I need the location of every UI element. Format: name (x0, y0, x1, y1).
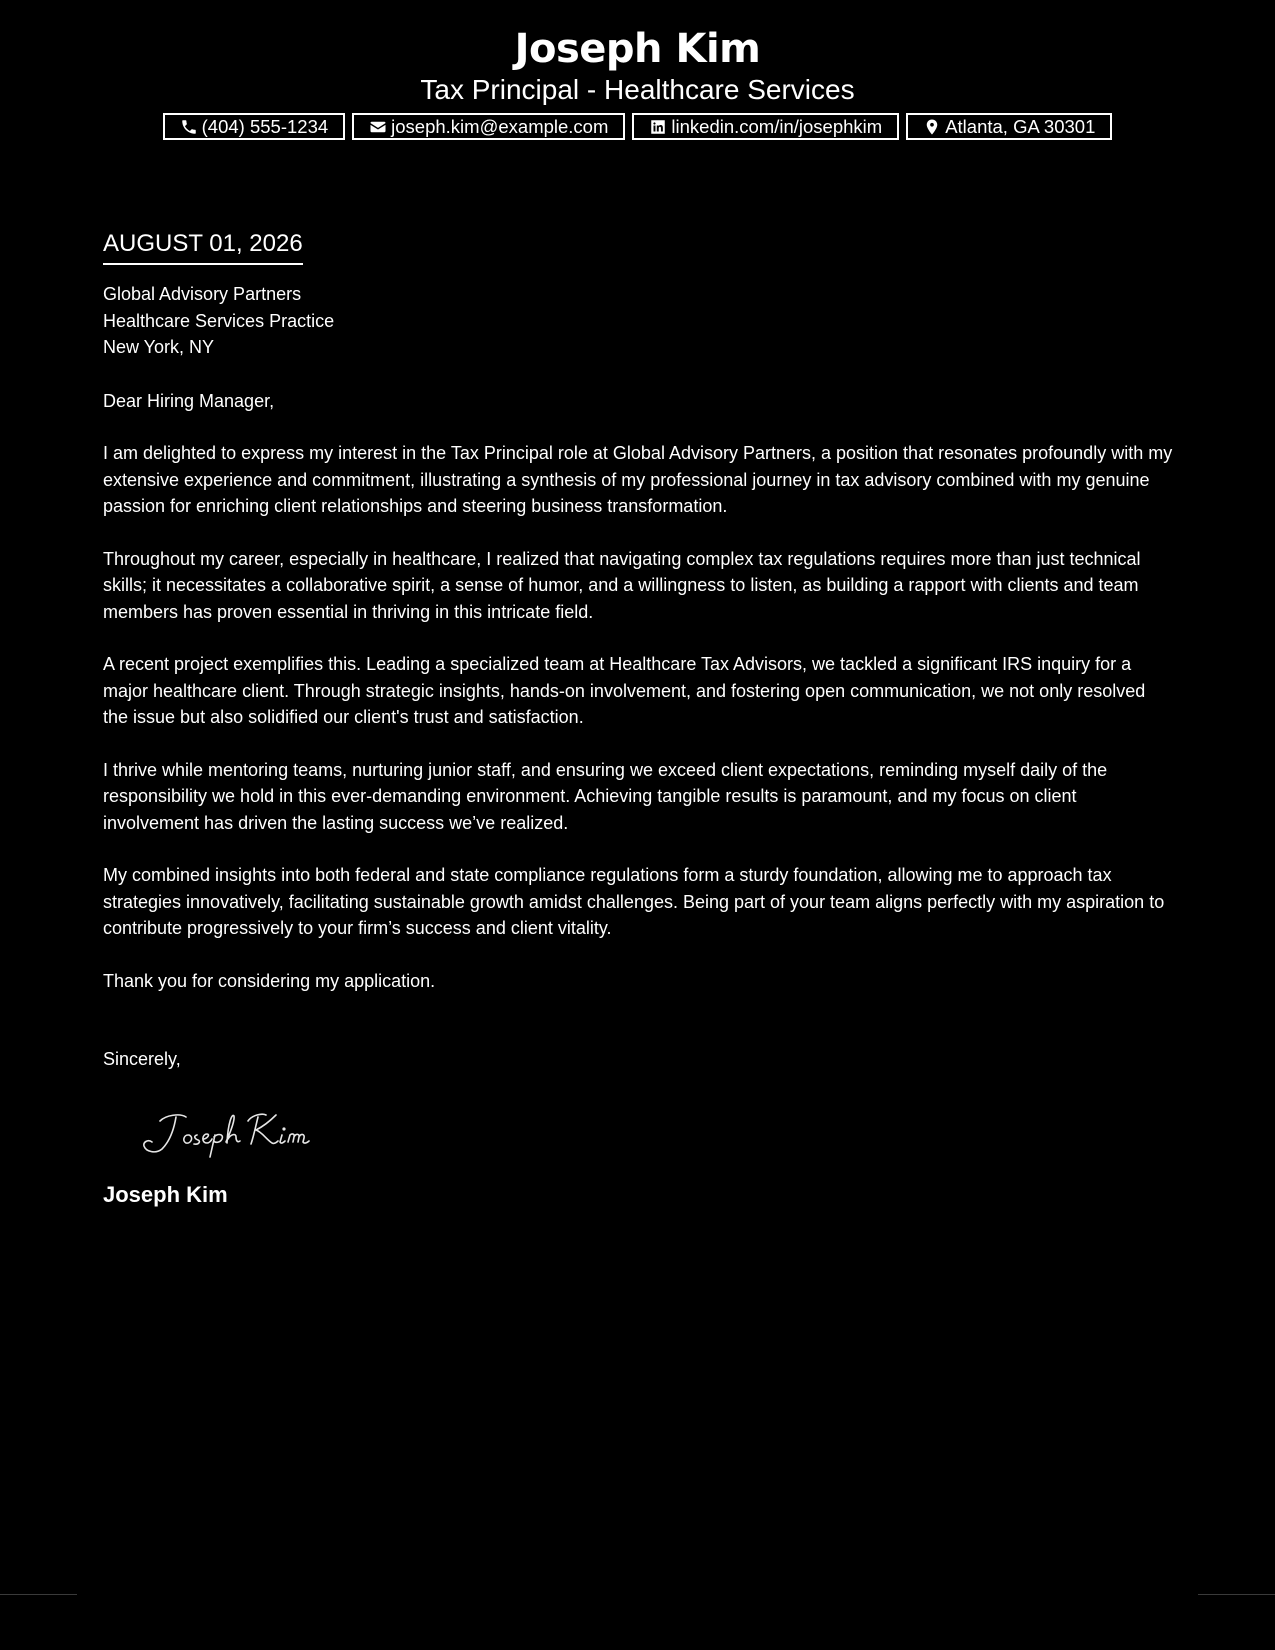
contact-phone-text: (404) 555-1234 (201, 115, 329, 137)
footer-divider-left (0, 1594, 77, 1595)
body-paragraph: I am delighted to express my interest in the Tax Principal role at Global Advisory Partners, a position that resonates profoundly with my extensive experience and commitment, illustrating a synthesis of my professional journey in tax advisory combined with my genuine passion for enriching client relationships and steering business transformation. (103, 443, 1173, 516)
map-pin-icon (923, 118, 941, 136)
contact-linkedin-text: linkedin.com/in/josephkim (671, 115, 883, 137)
recipient-location: New York, NY (103, 337, 215, 357)
applicant-name: Joseph Kim (514, 26, 761, 72)
signer-name: Joseph Kim (103, 1182, 228, 1207)
body-paragraph: I thrive while mentoring teams, nurturing junior staff, and ensuring we exceed client expectations, reminding myself daily of the responsibility we hold in this ever-demanding environment. Achieving tangible results is paramount, and my focus on client involvement has driven the lasting success we’ve realized. (103, 759, 1108, 833)
applicant-headline: Tax Principal - Healthcare Services (420, 74, 855, 105)
contact-email-text: joseph.kim@example.com (391, 115, 609, 137)
footer-divider-right (1198, 1594, 1275, 1595)
contact-phone[interactable] (163, 113, 346, 140)
body-paragraph: A recent project exemplifies this. Leading a specialized team at Healthcare Tax Advisors, we tackled a significant IRS inquiry for a major healthcare client. Through strategic insights, hands-on involvement, and fostering open communication, we not only resolved the issue but also solidified our client's trust and satisfaction. (103, 654, 1146, 727)
letter-body (103, 226, 1175, 1209)
body-paragraph: Thank you for considering my application. (103, 970, 436, 991)
envelope-icon (369, 118, 387, 136)
contact-linkedin[interactable] (632, 113, 899, 140)
letter-header (0, 22, 1275, 140)
contact-email[interactable] (352, 113, 625, 140)
contact-location[interactable] (906, 113, 1112, 140)
linkedin-icon (649, 118, 667, 136)
closing: Sincerely, (103, 1049, 181, 1069)
phone-icon (180, 118, 198, 136)
contact-location-text: Atlanta, GA 30301 (945, 115, 1096, 137)
contact-bar (0, 113, 1275, 140)
recipient-company: Global Advisory Partners (103, 284, 302, 304)
body-paragraph: Throughout my career, especially in healthcare, I realized that navigating complex tax regulations requires more than just technical skills; it necessitates a collaborative spirit, a sense of humor, and a willingness to listen, as building a rapport with clients and team members has proven essential in thriving in this intricate field. (103, 548, 1141, 622)
salutation: Dear Hiring Manager, (103, 390, 275, 411)
recipient-department: Healthcare Services Practice (103, 310, 335, 331)
recipient-block (103, 281, 1175, 361)
handwritten-signature (136, 1101, 336, 1159)
letter-date: AUGUST 01, 2026 (103, 226, 303, 265)
body-paragraph: My combined insights into both federal and state compliance regulations form a sturdy foundation, allowing me to approach tax strategies innovatively, facilitating sustainable growth amidst challenges. Being part of your team aligns perfectly with my aspiration to contribute progressively to your firm’s success and client vitality. (103, 865, 1165, 938)
